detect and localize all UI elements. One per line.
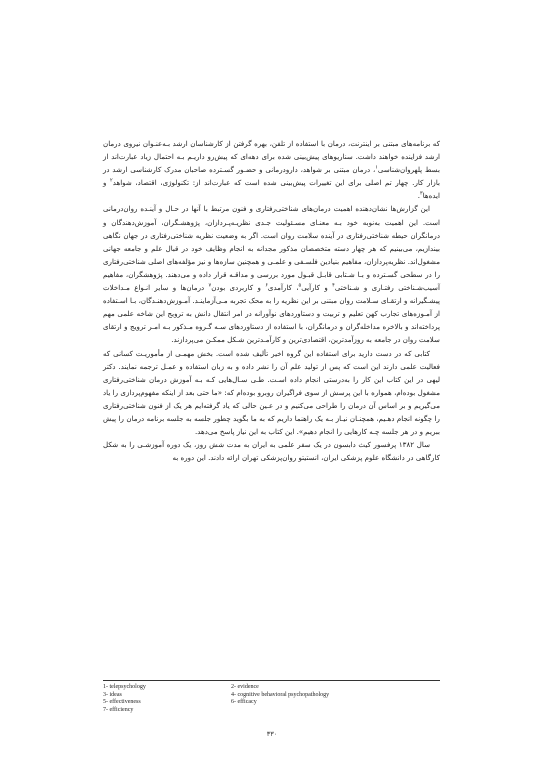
paragraph-text: درمان‌ها و سایر انـواع مـداخلات پیشـگیرانه و ارتقـای سـلامت روان مبتنی بر این نظریه را به محک تجربه مـی‌آزماینـد. آمـوزش‌دهنـدگان، بـا اسـتفاده از آمـوزه‌های تجارب کهن تعلیم و تربیت و دستاوردهای نوآورانه در امر انتقال دانش به ترویج این شاخه علمی مهم پرداخته‌اند و بالاخره مداخله‌گران و درمانگران، با استفاده از دستاوردهای سـه گـروه مـذکور بـه امـر ترویج و ارتقای سلامت روان در جامعه به روزآمدترین، اقتصادی‌ترین و کارآمـدترین شـکل ممکـن می‌پردازند. bbox=[103, 283, 440, 345]
footnote-marker: ۷ bbox=[208, 282, 212, 289]
footnote-row bbox=[103, 707, 403, 715]
body-text bbox=[103, 137, 440, 464]
paragraph-text: و ایده‌ها bbox=[103, 178, 440, 201]
footnotes bbox=[103, 684, 403, 714]
footnote-2: 2- evidence bbox=[231, 684, 259, 690]
footnote-5: 5- effectiveness bbox=[103, 699, 141, 706]
paragraph-text: ، درمان مبتنی بر شواهد، دارودرمانی و حضـور گسـترده صاحبان مدرک کارشناسی ارشد در بازار کار. چهار تم اصلی برای این تغییرات پیش‌بینی شده است که عبارت‌اند از: تکنولوژی، اقتصاد، شواهد bbox=[103, 165, 440, 188]
paragraph-text: . bbox=[417, 191, 421, 201]
footnote-row bbox=[103, 699, 403, 707]
footnote-1: 1- telepsychology bbox=[103, 684, 146, 690]
paragraph-text: ، کارآمدی bbox=[267, 283, 299, 293]
footnote-7: 7- efficiency bbox=[103, 706, 134, 713]
footnote-marker: ۱ bbox=[375, 164, 378, 171]
footnote-marker: ۲ bbox=[110, 177, 113, 184]
footnote-4: 4- cognitive behavioral psychopathology bbox=[231, 691, 330, 698]
paragraph-text: سال ۱۳۸۲ پرفسور کیث دابسون در یک سفر علمی به ایران به مدت شش روز، یک دوره آموزشـی را به شکل کارگاهی در دانشگاه علوم پزشکی ایران، انستیتو روان‌پزشکی تهران ارائه دادند. این دوره به bbox=[103, 440, 440, 463]
footnote-marker: ۴ bbox=[332, 282, 335, 289]
paragraph-text: و کاربردی بودن bbox=[211, 283, 266, 293]
footnote-marker: ۶ bbox=[265, 282, 268, 289]
paragraph-text: و کارآیی bbox=[301, 283, 333, 293]
paragraph-p1 bbox=[103, 137, 440, 202]
footnote-marker: ۵ bbox=[298, 282, 302, 289]
footnote-6: 6- efficacy bbox=[231, 699, 257, 706]
paragraph-text: این گزارش‌ها نشان‌دهنده اهمیت درمان‌های شناختی‌رفتاری و فنون مرتبط با آنها در حـال و آینـده روان‌درمانی است. این اهمیت به‌نوبه خود بـه معنـای مسـئولیت جـدی نظریـه‌پـردازان، پژوهشـگران، آموزش‌دهندگان و درمانگران حیطه شناختی‌رفتاری در آینده سلامت روان است. اگر به وضعیت نظریه شناختی‌رفتاری در جهان نگاهی بیندازیم، می‌بینیم که هر چهار دسته متخصصان مذکور مجدانه به انجام وظایف خود در قبال علم و جامعه جهانی مشغول‌اند. نظریه‌پردازان، مفاهیم بنیادین فلسـفی و علمـی و همچنین سازه‌ها و نیز مؤلفه‌های اصلی شناختی‌رفتاری را در سطحی گسـترده و بـا شـتابی قابـل قبـول مورد بررسی و مداقـه قرار داده و می‌دهند. پژوهشگران، مفاهیم آسیب‌شـناختی رفتـاری و شـناختی bbox=[103, 204, 440, 293]
paragraph-text: که برنامه‌های مبتنی بر اینترنت، درمان با استفاده از تلفن، بهره گرفتن از کارشناسان ارشد بـه‌عنـوان نیروی درمان ارشد فزاینده خواهند داشت. سناریوهای پیش‌بینی شده برای دهه‌ای که پیش‌رو داریـم بـه احتمال زیاد عبارت‌اند از بسط پلهروان‌شناسی bbox=[103, 139, 440, 175]
footnote-divider bbox=[103, 680, 440, 681]
paragraph-p3 bbox=[103, 347, 440, 439]
paragraph-text: کتابی که در دست دارید برای استفاده این گروه اخیر تألیف شده است. بخش مهمـی از مأموریـت کسانی که فعالیت علمی دارند این است که پس از تولید علم آن را نشر داده و به زبان استفاده و عمـل ترجمه نمایند. دکتر لیهی در این کتاب این کار را به‌درستی انجام داده اسـت. طـی سـال‌هایی کـه بـه آموزش درمان شناختی‌رفتاری مشغول بوده‌ام، همواره با این پرسش از سوی فراگیران روبرو بوده‌ام که: «ما حتی بعد از اینکه مفهوم‌پردازی را یاد می‌گیریم و بر اساس آن درمان را طراحی می‌کنیم و در عـین حالی که یاد گرفته‌ایم هر یک از فنون شناختی‌رفتاری را چگونه انجام دهـیم، همچنـان نیـاز بـه یک راهنما داریم که به ما بگوید چطور جلسه به جلسه برنامه درمان را پیش ببریم و در هر جلسه چـه کارهایی را انجام دهیم». این کتاب به این نیاز پاسخ می‌دهد. bbox=[103, 348, 440, 437]
page-number: ۳۳۰ bbox=[266, 730, 278, 738]
paragraph-p2 bbox=[103, 202, 440, 346]
footnote-3: 3- ideas bbox=[103, 691, 122, 698]
paragraph-p4 bbox=[103, 438, 440, 464]
footnote-marker: ۳ bbox=[420, 191, 423, 198]
footnote-row bbox=[103, 684, 403, 692]
